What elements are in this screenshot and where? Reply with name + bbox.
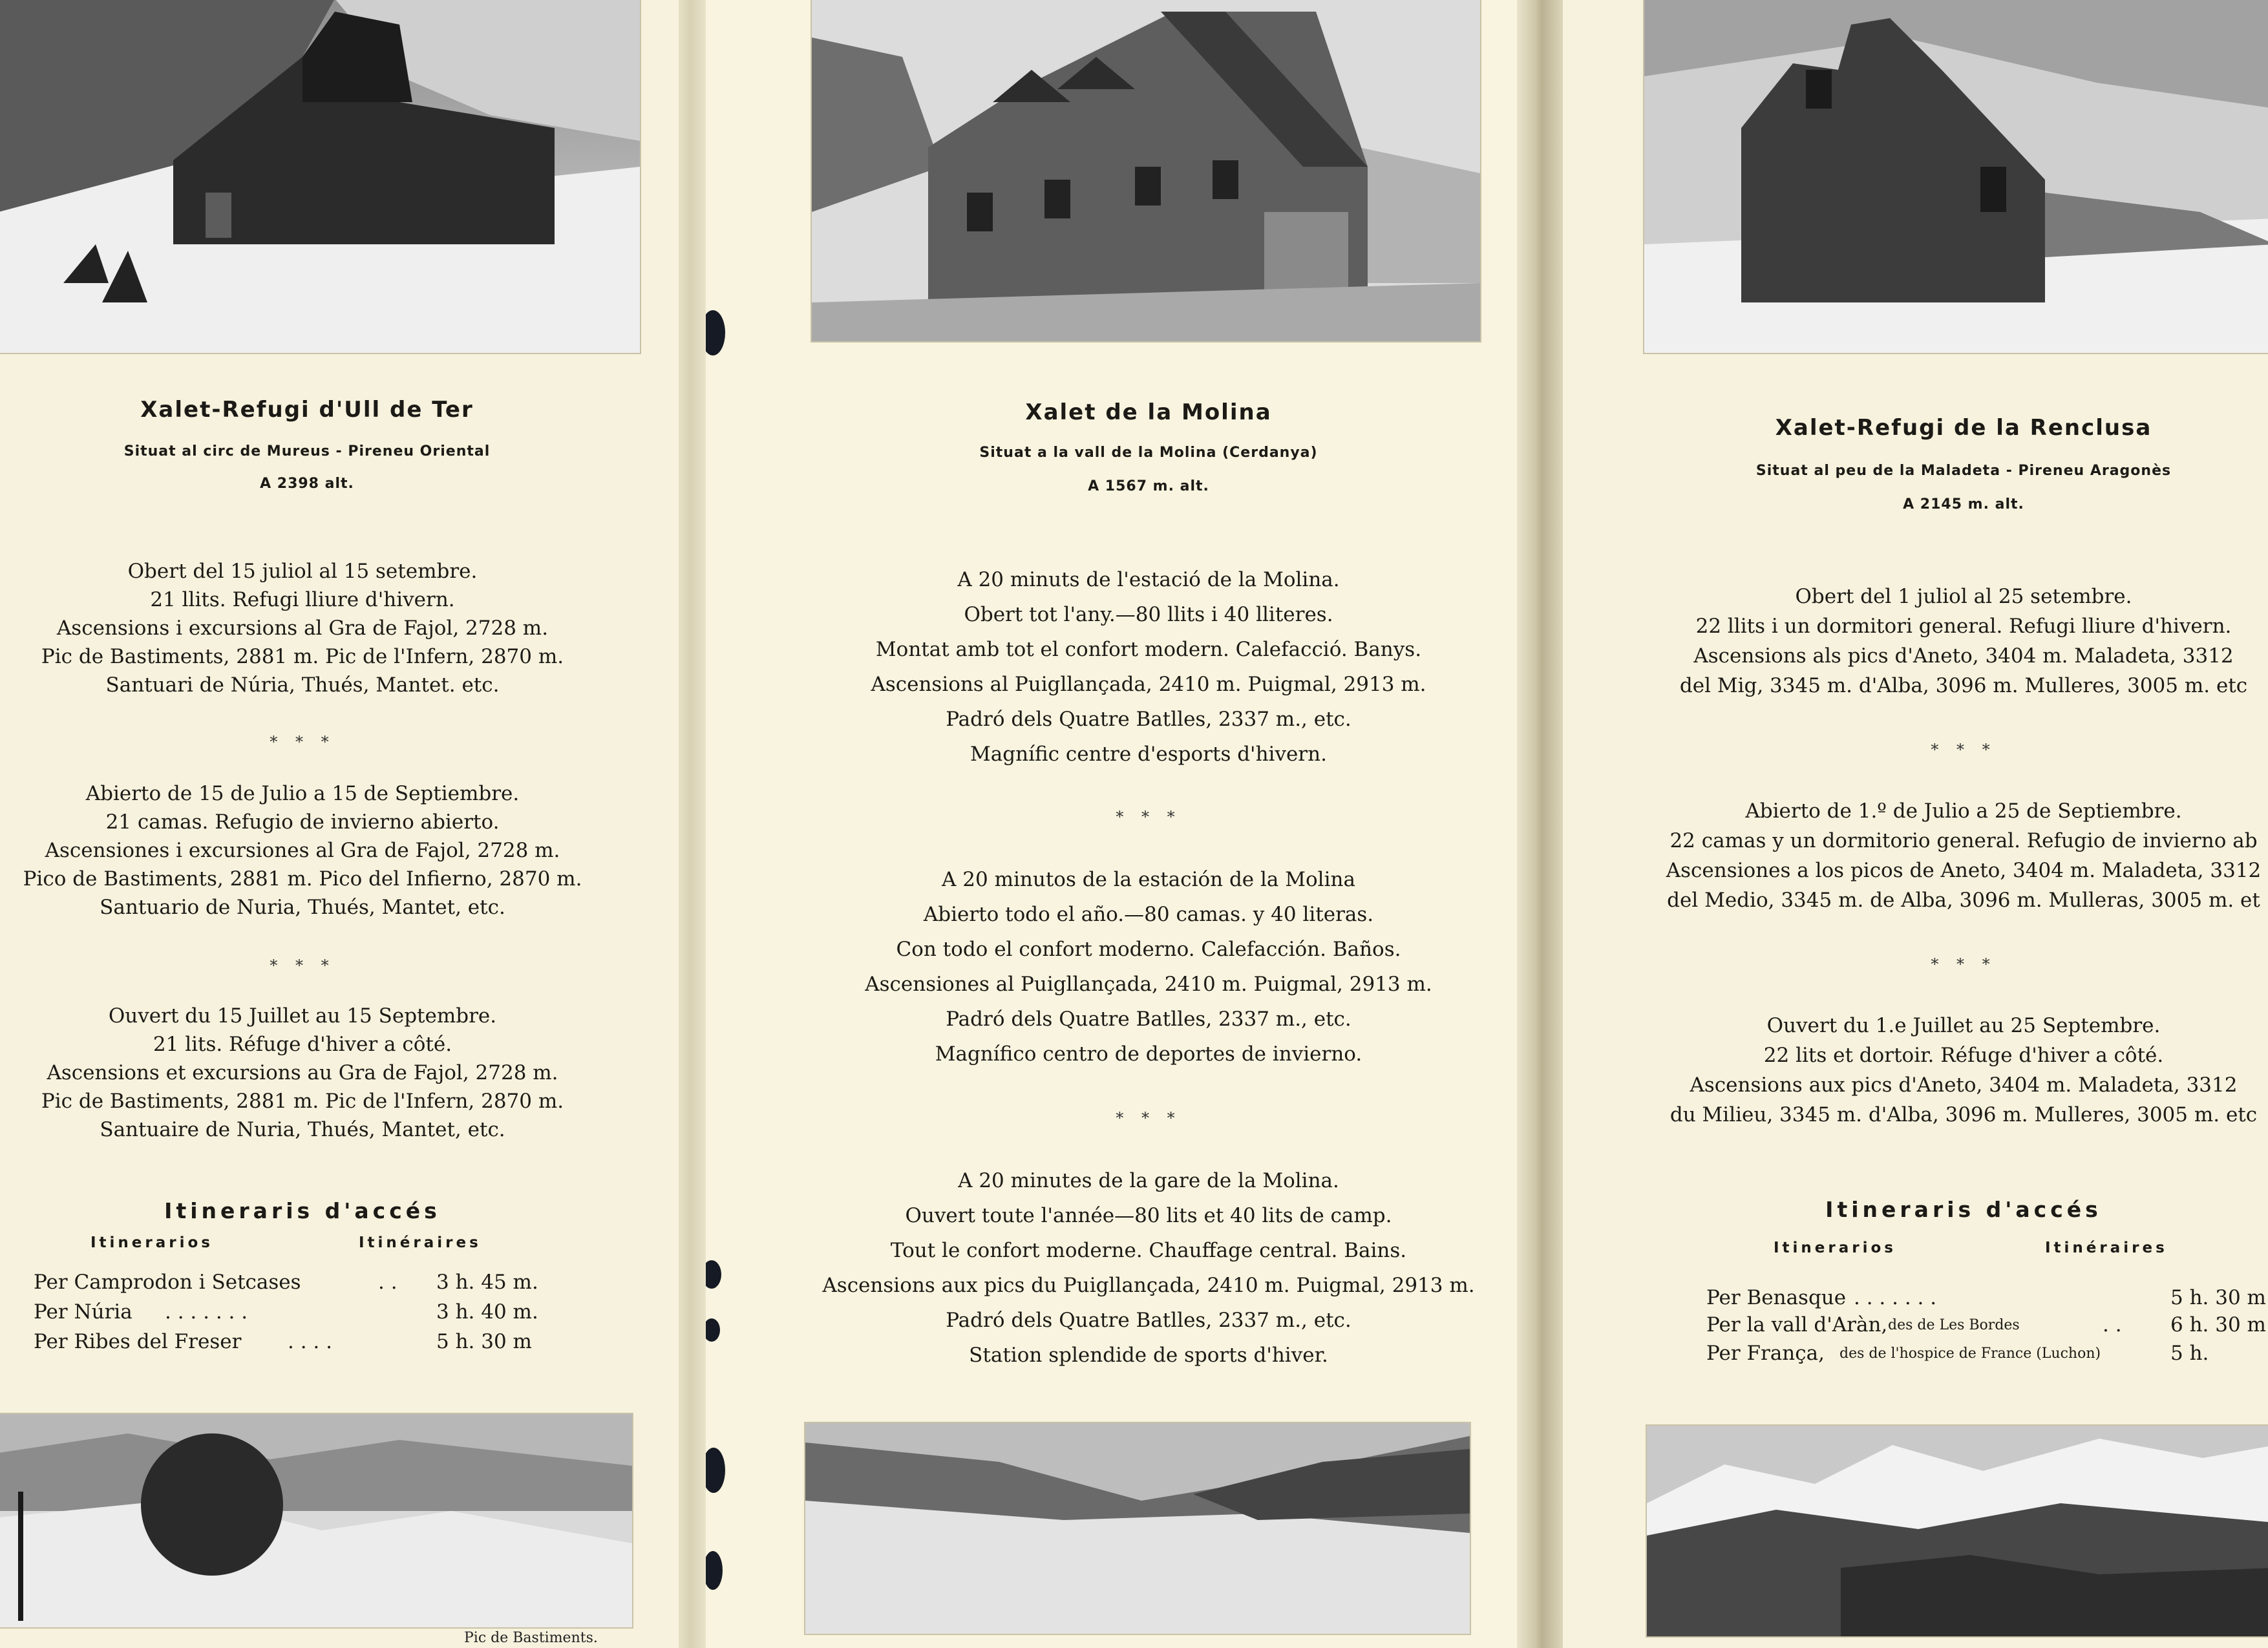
itineraires-label: Itinéraires xyxy=(2045,1240,2168,1256)
ink-blot xyxy=(706,310,725,355)
route-name: Per França, xyxy=(1706,1342,1825,1365)
title: Xalet-Refugi d'Ull de Ter xyxy=(140,397,474,423)
route-time: 5 h. 30 m xyxy=(2170,1286,2266,1309)
separator: * * * xyxy=(270,956,335,975)
ink-blot xyxy=(706,1448,725,1493)
catalan-text: A 20 minuts de l'estació de la Molina. Obert tot l'any.—80 llits i 40 lliteres. Montat amb tot el confort modern. Calefacció. Banys. Ascensions al Puigllançada, 2410 m. Puigmal, 2913 m. Padró dels Quatre Batlles, 2337 m., etc. Magnífic centre d'esports d'hivern. xyxy=(871,568,1426,766)
photo-ull-de-ter-refuge xyxy=(0,0,641,354)
route-dots: . . . . . . . xyxy=(1854,1286,1937,1309)
route-dots: . . xyxy=(378,1271,397,1294)
french-text: Ouvert du 15 Juillet au 15 Septembre. 21 lits. Réfuge d'hiver a côté. Ascensions et excursions au Gra de Fajol, 2728 m. Pic de Bastiments, 2881 m. Pic de l'Infern, 2870 m. Santuaire de Nuria, Thués, Mantet, etc. xyxy=(41,1004,564,1141)
french-text: Ouvert du 1.e Juillet au 25 Septembre. 22 lits et dortoir. Réfuge d'hiver a côté. Ascensions aux pics d'Aneto, 3404 m. Maladeta, 3312 du Milieu, 3345 m. d'Alba, 3096 m. Mulleres, 3005 m. etc xyxy=(1669,1014,2258,1126)
spanish-text: Abierto de 1.º de Julio a 25 de Septiembre. 22 camas y un dormitorio general. Refugio de invierno ab Ascensiones a los picos de Aneto, 3404 m. Maladeta, 3312 del Medio, 3345 m. de Alba, 3096 m. Mulleras, 3005 m. et xyxy=(1666,799,2262,912)
route-name: Per Ribes del Freser xyxy=(34,1330,242,1353)
route-name: Per la vall d'Aràn, xyxy=(1706,1313,1888,1336)
route-time: 3 h. 40 m. xyxy=(436,1300,538,1324)
photo-renclusa-refuge xyxy=(1643,0,2268,354)
french-text: A 20 minutes de la gare de la Molina. Ouvert toute l'année—80 lits et 40 lits de camp. Tout le confort moderne. Chauffage central. Bains. Ascensions aux pics du Puigllançada, 2410 m. Puigmal, 2913 m. Padró dels Quatre Batlles, 2337 m., etc. Station splendide de sports d'hiver. xyxy=(822,1169,1475,1367)
route-time: 3 h. 45 m. xyxy=(436,1271,538,1294)
itinerarios-label: Itinerarios xyxy=(1774,1240,1896,1256)
catalan-text: Obert del 1 juliol al 25 setembre. 22 llits i un dormitori general. Refugi lliure d'hivern. Ascensions als pics d'Aneto, 3404 m. Maladeta, 3312 del Mig, 3345 m. d'Alba, 3096 m. Mulleres, 3005 m. etc xyxy=(1679,585,2248,697)
separator: * * * xyxy=(1931,741,1997,759)
route-name: Per Núria xyxy=(34,1300,132,1324)
paper-fold xyxy=(679,0,706,1648)
photo-la-molina-ski-slope xyxy=(804,1422,1471,1635)
separator: * * * xyxy=(1116,808,1182,826)
itinerary-title: Itineraris d'accés xyxy=(164,1198,441,1223)
panel-la-molina xyxy=(706,0,1517,1648)
subtitle: Situat a la vall de la Molina (Cerdanya) xyxy=(979,445,1318,461)
panel-ull-de-ter xyxy=(0,0,679,1648)
route-name: Per Camprodon i Setcases xyxy=(34,1271,301,1294)
separator: * * * xyxy=(1116,1109,1182,1127)
route-note: des de l'hospice de France (Luchon) xyxy=(1839,1346,2101,1362)
photo-pic-de-bastiments xyxy=(0,1413,633,1629)
route-time: 5 h. xyxy=(2170,1342,2209,1365)
title: Xalet-Refugi de la Renclusa xyxy=(1775,415,2152,441)
ink-blot xyxy=(706,1551,723,1590)
spanish-text: Abierto de 15 de Julio a 15 de Septiembre. 21 camas. Refugio de invierno abierto. Ascensiones i excursiones al Gra de Fajol, 2728 m. Pico de Bastiments, 2881 m. Pico del Infierno, 2870 m. Santuario de Nuria, Thués, Mantet, etc. xyxy=(23,782,582,919)
photo-caption: Pic de Bastiments. xyxy=(464,1630,598,1646)
paper-fold xyxy=(1517,0,1563,1648)
route-name: Per Benasque xyxy=(1706,1286,1847,1309)
catalan-text: Obert del 15 juliol al 15 setembre. 21 llits. Refugi lliure d'hivern. Ascensions i excursions al Gra de Fajol, 2728 m. Pic de Bastiments, 2881 m. Pic de l'Infern, 2870 m. Santuari de Núria, Thués, Mantet. etc. xyxy=(41,560,564,697)
itineraires-label: Itinéraires xyxy=(359,1234,482,1251)
subtitle: Situat al circ de Mureus - Pireneu Oriental xyxy=(123,443,491,460)
photo-maladeta-massif xyxy=(1646,1424,2268,1638)
itinerarios-label: Itinerarios xyxy=(90,1234,213,1251)
route-time: 5 h. 30 m xyxy=(436,1330,532,1353)
altitude: A 2145 m. alt. xyxy=(1903,496,2024,512)
altitude: A 1567 m. alt. xyxy=(1088,478,1209,494)
route-note: des de Les Bordes xyxy=(1888,1317,2020,1333)
route-dots: . . . . . . . xyxy=(165,1300,248,1324)
panel-renclusa xyxy=(1563,0,2268,1648)
separator: * * * xyxy=(1931,955,1997,973)
title: Xalet de la Molina xyxy=(1025,399,1272,425)
spanish-text: A 20 minutos de la estación de la Molina Abierto todo el año.—80 camas. y 40 literas. Con todo el confort moderno. Calefacción. Baños. Ascensiones al Puigllançada, 2410 m. Puigmal, 2913 m. Padró dels Quatre Batlles, 2337 m., etc. Magnífico centro de deportes de invierno. xyxy=(865,868,1432,1066)
photo-la-molina-chalet xyxy=(811,0,1481,343)
subtitle: Situat al peu de la Maladeta - Pireneu Aragonès xyxy=(1755,463,2172,479)
separator: * * * xyxy=(270,733,335,751)
altitude: A 2398 alt. xyxy=(260,476,354,492)
route-time: 6 h. 30 m xyxy=(2170,1313,2266,1336)
route-dots: . . xyxy=(2103,1313,2122,1336)
route-dots: . . . . xyxy=(288,1330,332,1353)
itinerary-title: Itineraris d'accés xyxy=(1825,1197,2102,1222)
